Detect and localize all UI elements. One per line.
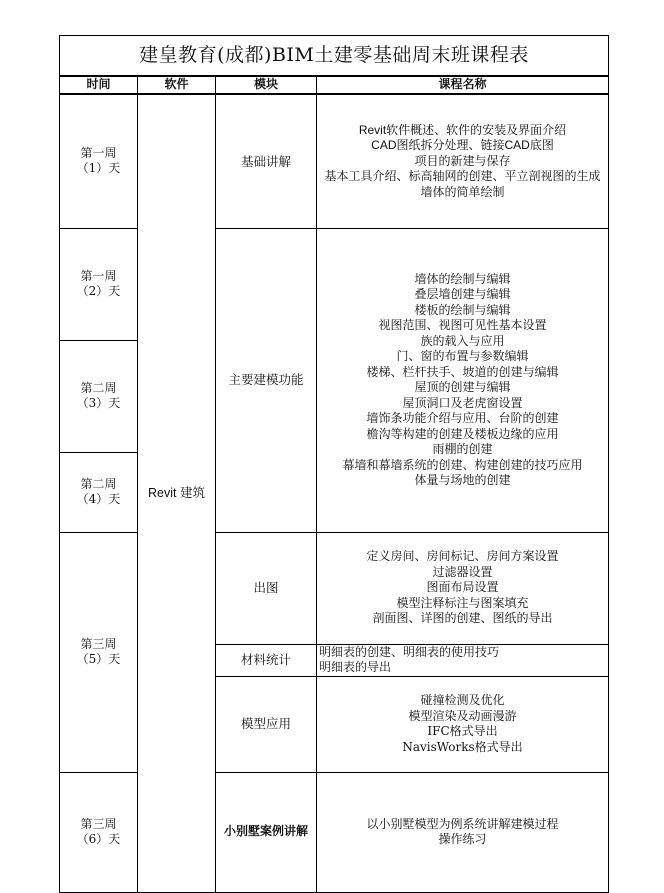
- course-line: 基本工具介绍、标高轴网的创建、平立剖视图的生成: [324, 169, 601, 183]
- week-cell: 第二周（4）天: [60, 452, 138, 532]
- header-module: 模块: [216, 76, 317, 94]
- course-line: NavisWorks格式导出: [402, 739, 523, 754]
- module-material: 材料统计: [216, 644, 317, 676]
- course-line: 雨棚的创建: [432, 442, 493, 456]
- course-line: 操作练习: [438, 832, 487, 846]
- course-line: Revit软件概述、软件的安装及界面介绍: [358, 122, 567, 137]
- course-line: 模型渲染及动画漫游: [408, 708, 517, 723]
- module-modeling: 主要建模功能: [216, 228, 317, 532]
- module-basic: 基础讲解: [216, 94, 317, 228]
- course-schedule-table: [59, 35, 609, 893]
- course-cell-drawing: [317, 532, 609, 644]
- course-line: 模型注释标注与图案填充: [396, 595, 529, 610]
- course-line: 屋顶的创建与编辑: [414, 380, 511, 394]
- course-line: 墙饰条功能介绍与应用、台阶的创建: [366, 411, 559, 425]
- course-cell-case: [317, 772, 609, 892]
- course-line: 屋顶洞口及老虎窗设置: [402, 395, 523, 410]
- course-line: 图面布局设置: [426, 580, 499, 595]
- title-row: [60, 36, 609, 77]
- course-line: 墙体的绘制与编辑: [414, 271, 511, 286]
- header-row: [60, 76, 609, 94]
- course-line: CAD图纸拆分处理、链接CAD底图: [371, 138, 554, 152]
- week-cell: 第三周（5）天: [60, 532, 138, 772]
- header-time: 时间: [60, 76, 138, 94]
- course-line: 定义房间、房间标记、房间方案设置: [366, 549, 559, 564]
- course-line: 过滤器设置: [432, 564, 493, 579]
- course-line: 体量与场地的创建: [414, 473, 511, 487]
- course-line: IFC格式导出: [427, 724, 498, 738]
- week-cell: 第一周（2）天: [60, 228, 138, 340]
- week-cell: 第一周（1）天: [60, 94, 138, 228]
- course-schedule-sheet: [59, 35, 608, 891]
- header-software: 软件: [138, 76, 216, 94]
- week-cell: 第三周（6）天: [60, 772, 138, 892]
- course-line: 以小别墅模型为例系统讲解建模过程: [366, 816, 559, 831]
- module-application: 模型应用: [216, 676, 317, 772]
- module-drawing: 出图: [216, 532, 317, 644]
- course-line: 明细表的创建、明细表的使用技巧: [319, 644, 500, 659]
- week-cell: 第二周（3）天: [60, 340, 138, 452]
- course-line: 项目的新建与保存: [414, 153, 511, 168]
- table-title: 建皇教育(成都)BIM土建零基础周末班课程表: [60, 36, 609, 77]
- course-cell-material: [317, 644, 609, 676]
- course-line: 墙体的简单绘制: [420, 184, 505, 199]
- course-line: 叠层墙创建与编辑: [414, 287, 511, 301]
- module-case: 小别墅案例讲解: [216, 772, 317, 892]
- course-line: 族的载入与应用: [420, 333, 505, 348]
- course-line: 幕墙和幕墙系统的创建、构建创建的技巧应用: [342, 457, 583, 472]
- course-line: 碰撞检测及优化: [420, 693, 505, 707]
- course-line: 明细表的导出: [319, 660, 392, 674]
- table-row: [60, 94, 609, 228]
- course-cell-basic: [317, 94, 609, 228]
- course-line: 剖面图、详图的创建、图纸的导出: [372, 611, 553, 626]
- course-line: 视图范围、视图可见性基本设置: [378, 318, 547, 332]
- software-cell: Revit 建筑: [138, 94, 216, 892]
- course-line: 檐沟等构建的创建及楼板边缘的应用: [366, 426, 559, 441]
- course-cell-application: [317, 676, 609, 772]
- course-line: 门、窗的布置与参数编辑: [396, 349, 529, 363]
- course-line: 楼梯、栏杆扶手、坡道的创建与编辑: [366, 364, 559, 379]
- course-line: 楼板的绘制与编辑: [414, 302, 511, 317]
- header-course: 课程名称: [317, 76, 609, 94]
- course-cell-modeling: [317, 228, 609, 532]
